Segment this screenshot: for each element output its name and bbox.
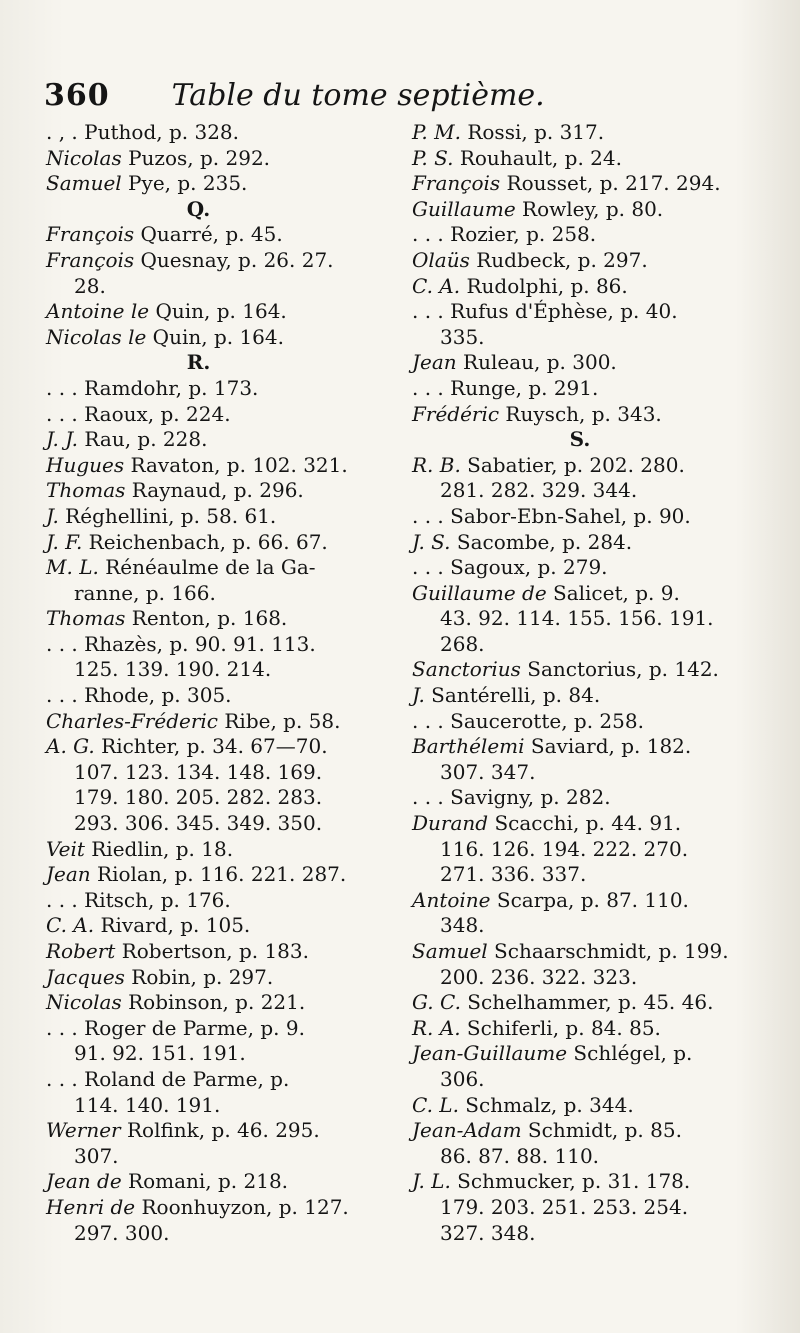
index-entry xyxy=(412,709,772,735)
surname-and-pages: Reichenbach, p. 66. 67. xyxy=(82,529,328,554)
surname-and-pages: Pye, p. 235. xyxy=(121,171,248,196)
surname-and-pages: . . . Ramdohr, p. 173. xyxy=(46,375,259,400)
index-entry xyxy=(412,120,772,146)
given-name: Samuel xyxy=(412,939,488,963)
index-entry xyxy=(46,555,391,581)
index-entry xyxy=(46,1195,391,1221)
index-entry xyxy=(46,299,391,325)
index-continuation: 116. 126. 194. 222. 270. xyxy=(440,836,689,861)
surname-and-pages: Quin, p. 164. xyxy=(149,299,287,324)
given-name: Antoine xyxy=(412,887,491,912)
surname-and-pages: Romani, p. 218. xyxy=(121,1169,289,1194)
given-name: J. xyxy=(412,683,425,708)
given-name: G. C. xyxy=(412,990,461,1015)
surname-and-pages: . . . Sagoux, p. 279. xyxy=(412,555,608,580)
section-letter: S. xyxy=(569,427,591,452)
surname-and-pages: Robinson, p. 221. xyxy=(121,990,306,1015)
running-title: Table du tome septième. xyxy=(171,78,545,113)
section-letter: Q. xyxy=(186,196,211,221)
surname-and-pages: . . . Runge, p. 291. xyxy=(412,375,599,400)
index-entry xyxy=(412,376,772,402)
index-entry xyxy=(412,171,772,197)
given-name: Jacques xyxy=(46,964,125,989)
index-entry xyxy=(46,146,391,172)
given-name: J. xyxy=(46,503,59,528)
surname-and-pages: Roonhuyzon, p. 127. xyxy=(135,1194,349,1219)
index-entry xyxy=(46,862,391,888)
section-letter: R. xyxy=(186,350,211,375)
given-name: A. G. xyxy=(46,734,95,759)
surname-and-pages: . . . Rufus d'Éphèse, p. 40. xyxy=(412,299,678,324)
surname-and-pages: Scacchi, p. 44. 91. xyxy=(488,811,682,836)
surname-and-pages: Robin, p. 297. xyxy=(124,964,274,989)
given-name: J. F. xyxy=(46,529,83,554)
page-header xyxy=(44,78,584,122)
surname-and-pages: Schmidt, p. 85. xyxy=(521,1118,682,1143)
index-continuation: 114. 140. 191. xyxy=(74,1092,221,1117)
index-entry xyxy=(46,632,391,658)
given-name: Henri de xyxy=(46,1194,136,1219)
index-entry xyxy=(412,1093,772,1119)
index-entry xyxy=(412,350,772,376)
index-entry xyxy=(46,965,391,991)
given-name: C. L. xyxy=(412,1092,459,1117)
index-entry xyxy=(46,530,391,556)
given-name: R. A. xyxy=(412,1015,461,1040)
index-entry xyxy=(412,657,772,683)
index-continuation: 335. xyxy=(440,324,485,349)
surname-and-pages: Rolfink, p. 46. 295. xyxy=(120,1118,320,1143)
surname-and-pages: Schaarschmidt, p. 199. xyxy=(487,939,729,963)
surname-and-pages: Puzos, p. 292. xyxy=(121,145,271,170)
index-entry xyxy=(46,248,391,274)
surname-and-pages: Richter, p. 34. 67—70. xyxy=(94,734,328,759)
index-entry xyxy=(412,453,772,479)
index-continuation: 200. 236. 322. 323. xyxy=(440,964,638,989)
index-entry xyxy=(412,785,772,811)
index-entry xyxy=(412,939,772,965)
index-entry xyxy=(412,1169,772,1195)
surname-and-pages: Schelhammer, p. 45. 46. xyxy=(460,990,714,1015)
index-entry xyxy=(46,478,391,504)
index-entry xyxy=(412,146,772,172)
surname-and-pages: Quarré, p. 45. xyxy=(134,222,283,247)
surname-and-pages: Schiferli, p. 84. 85. xyxy=(460,1015,661,1040)
index-entry xyxy=(412,197,772,223)
index-entry xyxy=(46,376,391,402)
surname-and-pages: Rivard, p. 105. xyxy=(94,913,251,938)
surname-and-pages: Schmalz, p. 344. xyxy=(458,1092,634,1117)
surname-and-pages: Rénéaulme de la Ga- xyxy=(98,555,316,580)
index-entry xyxy=(46,709,391,735)
given-name: François xyxy=(46,247,135,272)
surname-and-pages: Riolan, p. 116. 221. 287. xyxy=(90,862,347,887)
index-continuation: 179. 180. 205. 282. 283. xyxy=(74,785,323,810)
index-continuation: 307. xyxy=(74,1143,119,1168)
index-entry xyxy=(412,299,772,325)
given-name: Guillaume xyxy=(412,196,516,221)
index-continuation: 43. 92. 114. 155. 156. 191. xyxy=(440,606,714,631)
index-continuation: 107. 123. 134. 148. 169. xyxy=(74,759,323,784)
index-entry xyxy=(412,1016,772,1042)
given-name: Samuel xyxy=(46,171,122,196)
index-entry xyxy=(412,683,772,709)
given-name: Nicolas xyxy=(46,145,122,170)
index-entry xyxy=(412,990,772,1016)
index-entry xyxy=(412,274,772,300)
given-name: Jean xyxy=(412,350,457,375)
given-name: Thomas xyxy=(46,606,126,631)
surname-and-pages: Rudbeck, p. 297. xyxy=(469,247,648,272)
given-name: François xyxy=(46,222,135,247)
surname-and-pages: Quesnay, p. 26. 27. xyxy=(134,247,334,272)
given-name: Hugues xyxy=(46,452,125,477)
given-name: Robert xyxy=(46,939,116,963)
surname-and-pages: Scarpa, p. 87. 110. xyxy=(490,887,689,912)
index-continuation: 179. 203. 251. 253. 254. xyxy=(440,1194,689,1219)
surname-and-pages: Ruysch, p. 343. xyxy=(499,401,662,426)
index-entry xyxy=(46,1067,391,1093)
surname-and-pages: Robertson, p. 183. xyxy=(115,939,309,963)
given-name: J. J. xyxy=(46,427,79,452)
index-continuation: 293. 306. 345. 349. 350. xyxy=(74,811,323,836)
index-entry xyxy=(46,453,391,479)
surname-and-pages: . . . Saucerotte, p. 258. xyxy=(412,708,644,733)
index-entry xyxy=(412,1118,772,1144)
index-entry xyxy=(46,1118,391,1144)
index-entry xyxy=(46,171,391,197)
index-entry xyxy=(46,939,391,965)
index-column-right xyxy=(412,120,772,1246)
surname-and-pages: Quin, p. 164. xyxy=(146,324,284,349)
index-entry xyxy=(46,606,391,632)
surname-and-pages: . . . Ritsch, p. 176. xyxy=(46,887,231,912)
surname-and-pages: Sabatier, p. 202. 280. xyxy=(460,452,685,477)
given-name: Veit xyxy=(46,836,85,861)
given-name: Jean de xyxy=(46,1169,122,1194)
given-name: Sanctorius xyxy=(412,657,521,682)
index-entry xyxy=(46,1169,391,1195)
given-name: Nicolas xyxy=(46,990,122,1015)
given-name: J. S. xyxy=(412,529,451,554)
page-number: 360 xyxy=(44,78,110,113)
index-continuation: 348. xyxy=(440,913,485,938)
index-continuation: 271. 336. 337. xyxy=(440,862,587,887)
surname-and-pages: Schlégel, p. xyxy=(567,1041,693,1066)
index-continuation: 28. xyxy=(74,273,106,298)
index-entry xyxy=(412,530,772,556)
surname-and-pages: . , . Puthod, p. 328. xyxy=(46,120,240,144)
index-continuation: 297. 300. xyxy=(74,1220,170,1245)
index-entry xyxy=(412,734,772,760)
index-entry xyxy=(46,888,391,914)
given-name: M. L. xyxy=(46,555,99,580)
index-entry xyxy=(412,402,772,428)
surname-and-pages: . . . Rhazès, p. 90. 91. 113. xyxy=(46,631,316,656)
given-name: P. M. xyxy=(412,120,461,144)
index-entry xyxy=(46,990,391,1016)
surname-and-pages: Rowley, p. 80. xyxy=(515,196,664,221)
surname-and-pages: Rudolphi, p. 86. xyxy=(460,273,628,298)
given-name: Nicolas le xyxy=(46,324,147,349)
index-continuation: 86. 87. 88. 110. xyxy=(440,1143,600,1168)
index-entry xyxy=(46,402,391,428)
surname-and-pages: Raynaud, p. 296. xyxy=(125,478,304,503)
surname-and-pages: Rau, p. 228. xyxy=(78,427,208,452)
given-name: Jean-Guillaume xyxy=(412,1041,568,1066)
surname-and-pages: . . . Roger de Parme, p. 9. xyxy=(46,1015,305,1040)
surname-and-pages: . . . Roland de Parme, p. xyxy=(46,1066,290,1091)
surname-and-pages: Sanctorius, p. 142. xyxy=(520,657,719,682)
surname-and-pages: Salicet, p. 9. xyxy=(546,580,680,605)
surname-and-pages: . . . Raoux, p. 224. xyxy=(46,401,231,426)
given-name: Werner xyxy=(46,1118,121,1143)
given-name: Durand xyxy=(412,811,489,836)
index-continuation: 327. 348. xyxy=(440,1220,536,1245)
surname-and-pages: . . . Rhode, p. 305. xyxy=(46,683,232,708)
surname-and-pages: Renton, p. 168. xyxy=(125,606,288,631)
given-name: Jean-Adam xyxy=(412,1118,522,1143)
surname-and-pages: Rousset, p. 217. 294. xyxy=(500,171,721,196)
index-column-left xyxy=(46,120,391,1246)
index-entry xyxy=(412,1041,772,1067)
surname-and-pages: Ravaton, p. 102. 321. xyxy=(124,452,348,477)
index-continuation: 125. 139. 190. 214. xyxy=(74,657,272,682)
surname-and-pages: Sacombe, p. 284. xyxy=(450,529,633,554)
surname-and-pages: Ribe, p. 58. xyxy=(218,708,341,733)
surname-and-pages: . . . Rozier, p. 258. xyxy=(412,222,597,247)
given-name: Jean xyxy=(46,862,91,887)
index-entry xyxy=(412,504,772,530)
index-entry xyxy=(412,555,772,581)
index-entry xyxy=(46,504,391,530)
given-name: P. S. xyxy=(412,145,454,170)
surname-and-pages: Réghellini, p. 58. 61. xyxy=(58,503,277,528)
surname-and-pages: Ruleau, p. 300. xyxy=(456,350,617,375)
index-continuation: 306. xyxy=(440,1066,485,1091)
index-entry xyxy=(46,683,391,709)
given-name: Charles-Fréderic xyxy=(46,708,218,733)
index-entry xyxy=(46,837,391,863)
index-entry xyxy=(46,120,391,146)
given-name: Thomas xyxy=(46,478,126,503)
index-continuation: 307. 347. xyxy=(440,759,536,784)
index-continuation: 91. 92. 151. 191. xyxy=(74,1041,246,1066)
surname-and-pages: . . . Sabor-Ebn-Sahel, p. 90. xyxy=(412,503,691,528)
surname-and-pages: Santérelli, p. 84. xyxy=(424,683,601,708)
given-name: Olaüs xyxy=(412,247,470,272)
given-name: C. A. xyxy=(46,913,95,938)
given-name: Guillaume de xyxy=(412,580,547,605)
index-continuation: 268. xyxy=(440,631,485,656)
index-entry xyxy=(412,581,772,607)
index-entry xyxy=(412,222,772,248)
given-name: François xyxy=(412,171,501,196)
index-entry xyxy=(46,1016,391,1042)
given-name: R. B. xyxy=(412,452,461,477)
given-name: Barthélemi xyxy=(412,734,525,759)
index-entry xyxy=(412,811,772,837)
index-entry xyxy=(46,734,391,760)
index-entry xyxy=(412,248,772,274)
surname-and-pages: Rossi, p. 317. xyxy=(460,120,605,144)
surname-and-pages: . . . Savigny, p. 282. xyxy=(412,785,611,810)
index-continuation: ranne, p. 166. xyxy=(74,580,216,605)
surname-and-pages: Riedlin, p. 18. xyxy=(84,836,234,861)
index-entry xyxy=(412,888,772,914)
given-name: Frédéric xyxy=(412,401,500,426)
index-entry xyxy=(46,222,391,248)
surname-and-pages: Rouhault, p. 24. xyxy=(453,145,622,170)
index-entry xyxy=(46,913,391,939)
surname-and-pages: Schmucker, p. 31. 178. xyxy=(450,1169,691,1194)
given-name: Antoine le xyxy=(46,299,150,324)
surname-and-pages: Saviard, p. 182. xyxy=(524,734,692,759)
index-entry xyxy=(46,427,391,453)
index-entry xyxy=(46,325,391,351)
given-name: C. A. xyxy=(412,273,461,298)
given-name: J. L. xyxy=(412,1169,451,1194)
index-continuation: 281. 282. 329. 344. xyxy=(440,478,638,503)
